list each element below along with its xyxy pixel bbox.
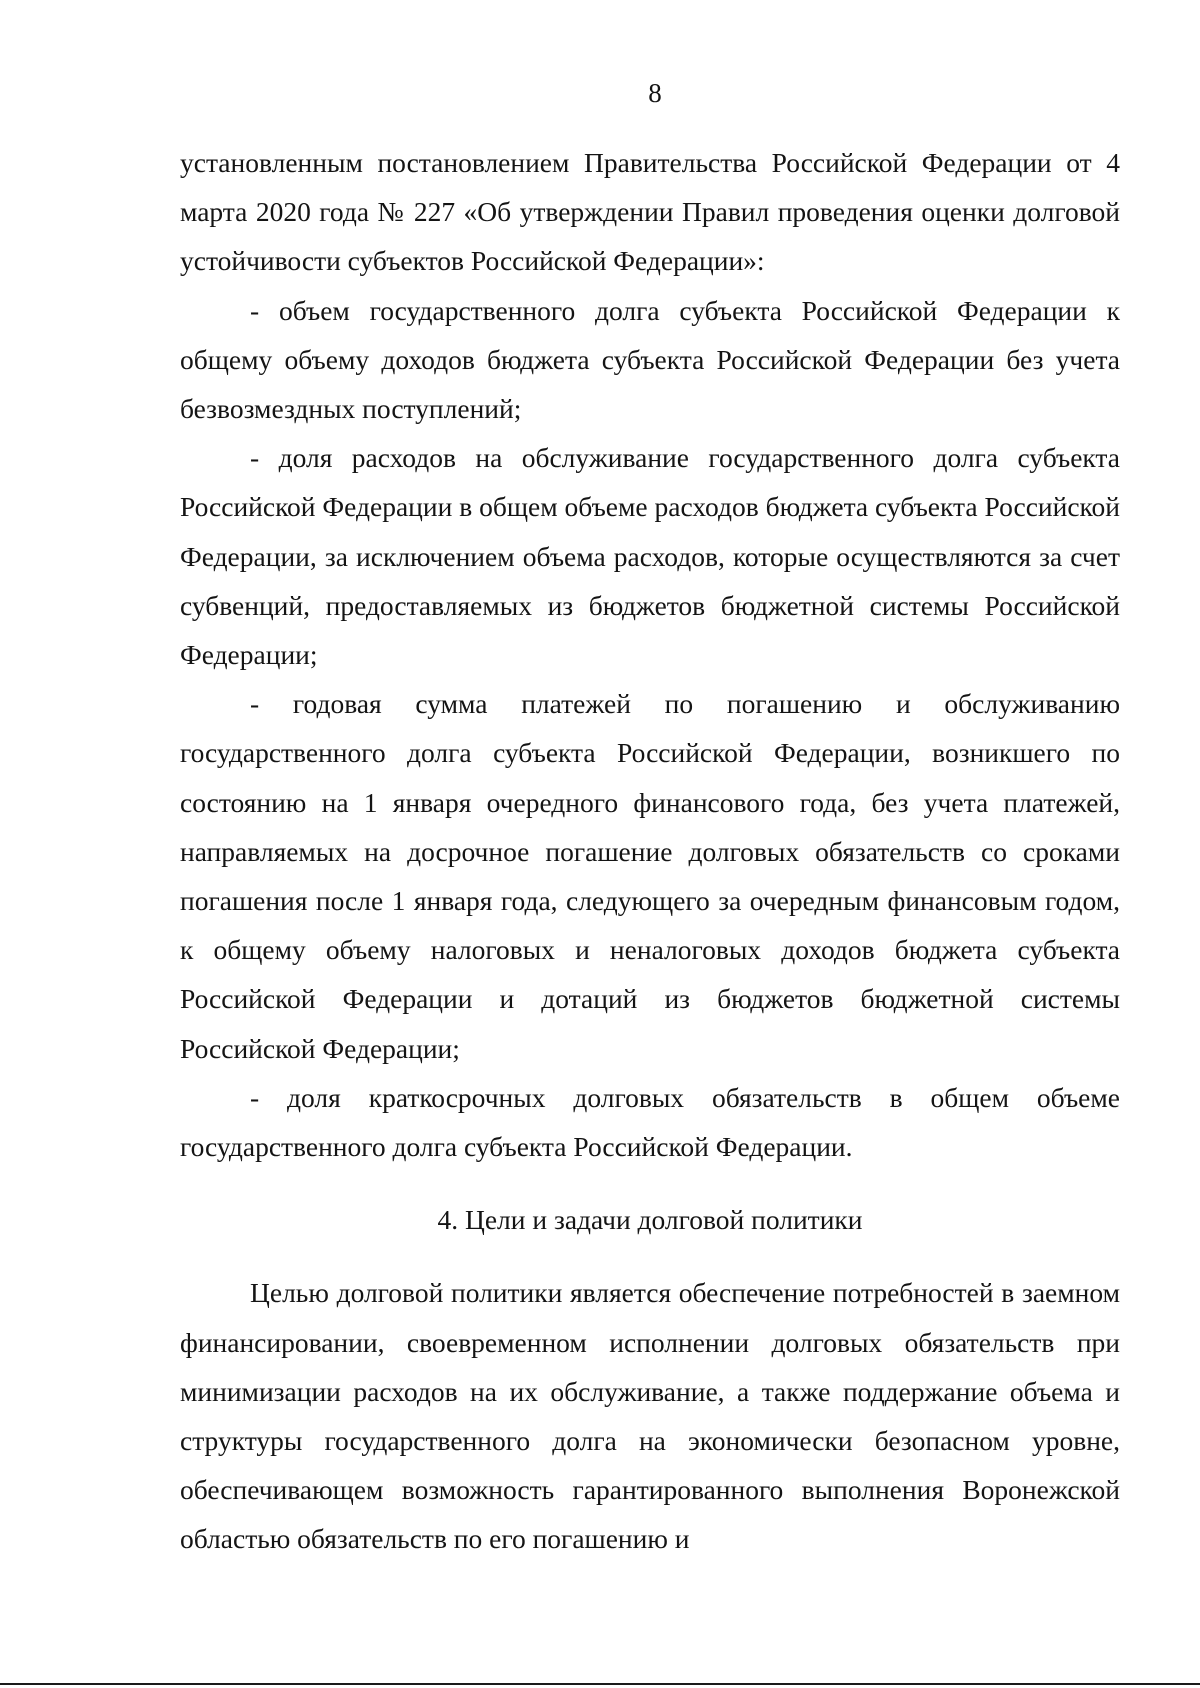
list-item-service-expenses: - доля расходов на обслуживание государственного долга субъекта Российской Федерации в общем объеме расходов бюджета субъекта Российской Федерации, за исключением объема расходов, которые осуществляются за счет субвенций, предоставляемых из бюджетов бюджетной системы Российской Федерации; (180, 442, 1120, 671)
paragraph-intro: установленным постановлением Правительства Российской Федерации от 4 марта 2020 года № 227 «Об утверждении Правил проведения оценки долговой устойчивости субъектов Российской Федерации»: (180, 147, 1120, 277)
paragraph-goals: Целью долговой политики является обеспечение потребностей в заемном финансировании, своевременном исполнении долговых обязательств при минимизации расходов на их обслуживание, а также поддержание объема и структуры государственного долга на экономически безопасном уровне, обеспечивающем возможность гарантированного выполнения Воронежской областью обязательств по его погашению и (180, 1277, 1120, 1555)
list-item-short-term-obligations: - доля краткосрочных долговых обязательств в общем объеме государственного долга субъекта Российской Федерации. (180, 1081, 1120, 1163)
list-item-debt-volume: - объем государственного долга субъекта Российской Федерации к общему объему доходов бюджета субъекта Российской Федерации без учета безвозмездных поступлений; (180, 294, 1120, 425)
page-number: 8 (648, 78, 662, 108)
list-item-annual-payments: - годовая сумма платежей по погашению и обслуживанию государственного долга субъекта Российской Федерации, возникшего по состоянию на 1 января очередного финансового года, без учета платежей, направляемых на досрочное погашение долговых обязательств со сроками погашения после 1 января года, следующего за очередным финансовым годом, к общему объему налоговых и неналоговых доходов бюджета субъекта Российской Федерации и дотаций из бюджетов бюджетной системы Российской Федерации; (180, 688, 1120, 1064)
document-body (180, 138, 1120, 1564)
section-heading: 4. Цели и задачи долговой политики (437, 1204, 863, 1236)
bottom-rule (0, 1683, 1200, 1685)
